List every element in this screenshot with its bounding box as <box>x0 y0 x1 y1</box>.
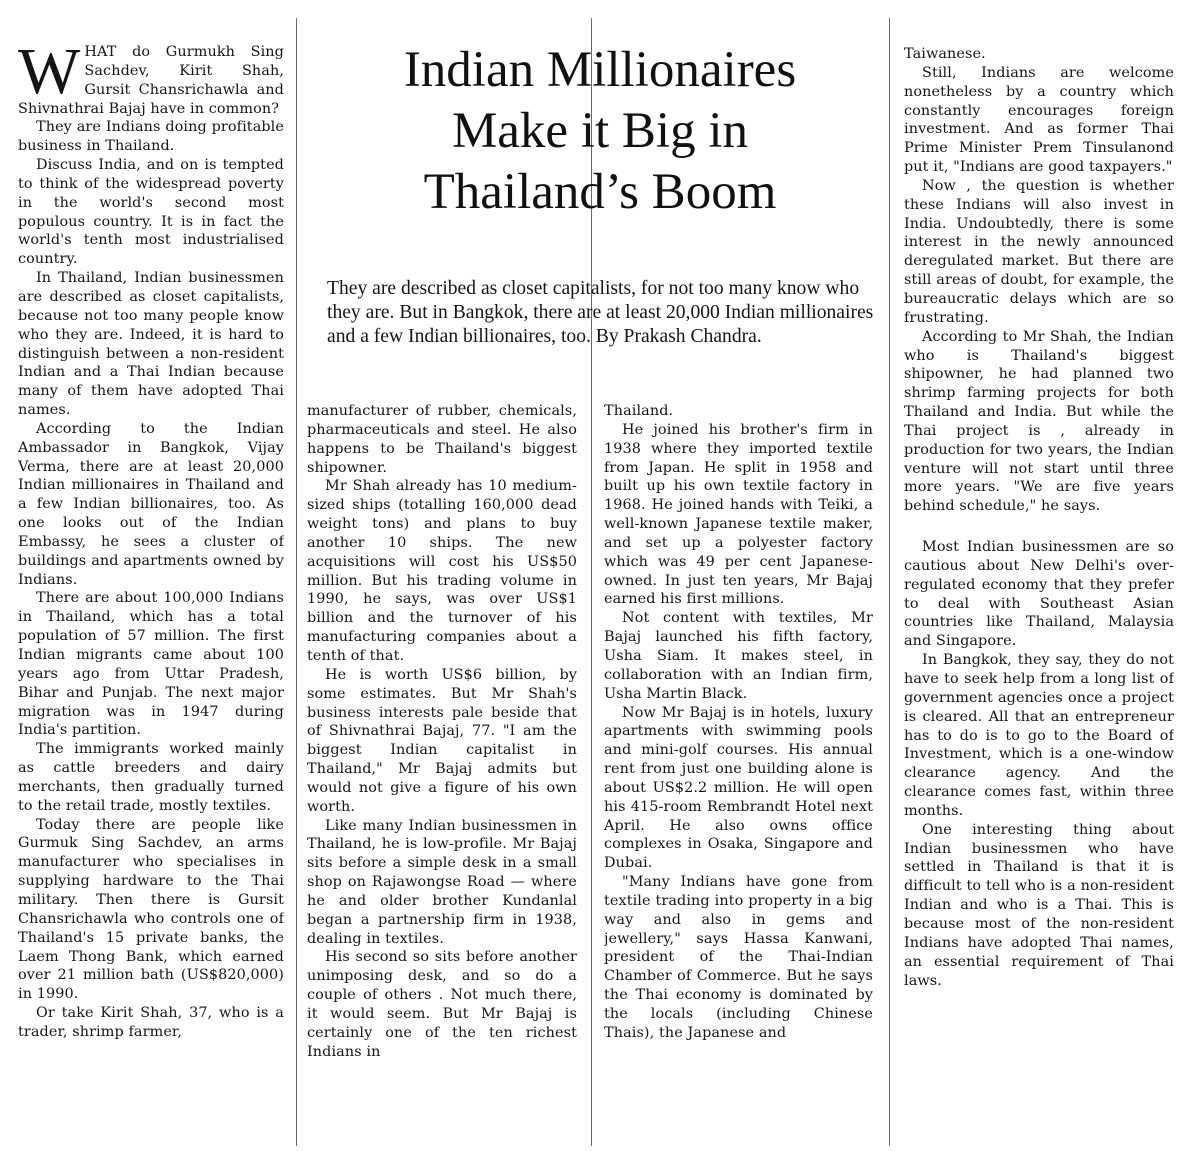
paragraph: Discuss India, and on is tempted to think of the widespread poverty in the world's second most populous country. It is in fact the world's tenth most industrialised country. <box>18 157 284 268</box>
paragraph: Not content with textiles, Mr Bajaj launched his fifth factory, Usha Siam. It makes steel, in collaboration with an Indian firm, Usha Martin Black. <box>604 610 873 702</box>
paragraph: One interesting thing about Indian businessmen who have settled in Thailand is that it is difficult to tell who is a non-resident Indian and who is a Thai. This is because most of the non-resident Indians have adopted Thai names, an essential requirement of Thai laws. <box>904 821 1174 989</box>
paragraph: manufacturer of rubber, chemicals, pharmaceuticals and steel. He also happens to be Thailand's biggest shipowner. <box>307 403 577 476</box>
article-column-2 <box>307 402 577 1144</box>
paragraph: In Bangkok, they say, they do not have to seek help from a long list of government agencies once a project is cleared. All that an entrepreneur has to do is to go to the Board of Investment, which is a one-window clearance agency. And the clearance comes fast, within three months. <box>904 652 1174 819</box>
headline <box>300 40 900 223</box>
paragraph: Now , the question is whether these Indians will also invest in India. Undoubtedly, there is some interest in the newly announced deregulated market. But there are still areas of doubt, for example, the bureaucratic delays which are so frustrating. <box>904 177 1174 326</box>
paragraph: Mr Shah already has 10 medium-sized ships (totalling 160,000 dead weight tons) and plans to buy another 10 ships. The new acquisitions will cost his US$50 million. But his trading volume in 1990, he says, was over US$1 billion and the turnover of his manufacturing companies about a tenth of that. <box>307 478 577 664</box>
paragraph: He is worth US$6 billion, by some estimates. But Mr Shah's business interests pale beside that of Shivnathrai Bajaj, 77. "I am the biggest Indian capitalist in Thailand," Mr Bajaj admits but would not give a figure of his own worth. <box>307 666 577 815</box>
paragraph: According to the Indian Ambassador in Bangkok, Vijay Verma, there are at least 20,000 Indian millionaires in Thailand and a few Indian billionaires, too. As one looks out of the Indian Embassy, he sees a cluster of buildings and apartments owned by Indians. <box>18 420 284 588</box>
paragraph: Like many Indian businessmen in Thailand, he is low-profile. Mr Bajaj sits before a simple desk in a small shop on Rajawongse Road — where he and older brother Kundanlal began a partnership firm in 1938, dealing in textiles. <box>307 817 577 947</box>
paragraph: The immigrants worked mainly as cattle breeders and dairy merchants, then gradually turned to the retail trade, mostly textiles. <box>18 741 284 814</box>
paragraph: Taiwanese. <box>904 46 986 62</box>
article-column-3 <box>604 402 873 1144</box>
paragraph: He joined his brother's firm in 1938 where they imported textile from Japan. He split in 1958 and built up his own textile factory in 1968. He joined hands with Teiki, a well-known Japanese textile maker, and set up a polyester factory which was 49 per cent Japanese-owned. In just ten years, Mr Bajaj earned his first millions. <box>604 421 873 608</box>
paragraph: There are about 100,000 Indians in Thailand, which has a total population of 57 million. The first Indian migrants came about 100 years ago from Uttar Pradesh, Bihar and Punjab. The next major migration was in 1947 during India's partition. <box>18 590 284 739</box>
drop-cap: W <box>18 43 81 108</box>
paragraph: His second so sits before another unimposing desk, and so do a couple of others . Not much there, it would seem. But Mr Bajaj is certainly one of the ten richest Indians in <box>307 949 577 1060</box>
paragraph: Most Indian businessmen are so cautious about New Delhi's over-regulated economy that they prefer to deal with Southeast Asian countries like Thailand, Malaysia and Singapore. <box>904 539 1174 650</box>
column-rule-1 <box>296 18 297 1146</box>
paragraph: Thailand. <box>604 403 674 419</box>
paragraph: Or take Kirit Shah, 37, who is a trader, shrimp farmer, <box>18 1005 284 1040</box>
paragraph: In Thailand, Indian businessmen are described as closet capitalists, because not too many people know who they are. Indeed, it is hard to distinguish between a non-resident Indian and a Thai Indian because many of them have adopted Thai names. <box>18 270 284 419</box>
article-column-1 <box>18 43 284 1143</box>
paragraph: Still, Indians are welcome nonetheless by a country which constantly encourages foreign investment. And as former Thai Prime Minister Prem Tinsulanond put it, "Indians are good taxpayers." <box>904 64 1174 176</box>
paragraph: Now Mr Bajaj is in hotels, luxury apartments with swimming pools and mini-golf courses. His annual rent from just one building alone is about US$2.2 million. He will open his 415-room Rembrandt Hotel next April. He also owns office complexes in Osaka, Singapore and Dubai. <box>604 704 873 872</box>
paragraph: They are Indians doing profitable business in Thailand. <box>18 119 284 155</box>
paragraph: Today there are people like Gurmuk Sing Sachdev, an arms manufacturer who specialises in supplying hardware to the Thai military. Then there is Gursit Chansrichawla who controls one of Thailand's 15 private banks, the Laem Thong Bank, which earned over 21 million bath (US$820,000) in 1990. <box>18 816 284 1003</box>
paragraph: According to Mr Shah, the Indian who is Thailand's biggest shipowner, he had planned two shrimp farming projects for both Thailand and India. But while the Thai project is , already in production for two years, the Indian venture will not start until three more years. "We are five years behind schedule," he says. <box>904 328 1174 515</box>
paragraph: "Many Indians have gone from textile trading into property in a big way and also in gems and jewellery," says Hassa Kanwani, president of the Thai-Indian Chamber of Commerce. But he says the Thai economy is dominated by the locals (including Chinese Thais), the Japanese and <box>604 874 873 1041</box>
article-column-4 <box>904 45 1174 1145</box>
deck-subheading: They are described as closet capitalists, for not too many know who they are. But in Bangkok, there are at least 20,000 Indian millionaires and a few Indian billionaires, too. By Prakash Chandra. <box>327 278 874 347</box>
headline-line: Make it Big in <box>451 103 749 159</box>
headline-line: Indian Millionaires <box>403 42 797 98</box>
headline-line: Thailand’s Boom <box>423 164 777 220</box>
paragraph: HAT do Gurmukh Sing Sachdev, Kirit Shah, Gursit Chansrichawla and Shivnathrai Bajaj have in common? <box>18 44 284 117</box>
